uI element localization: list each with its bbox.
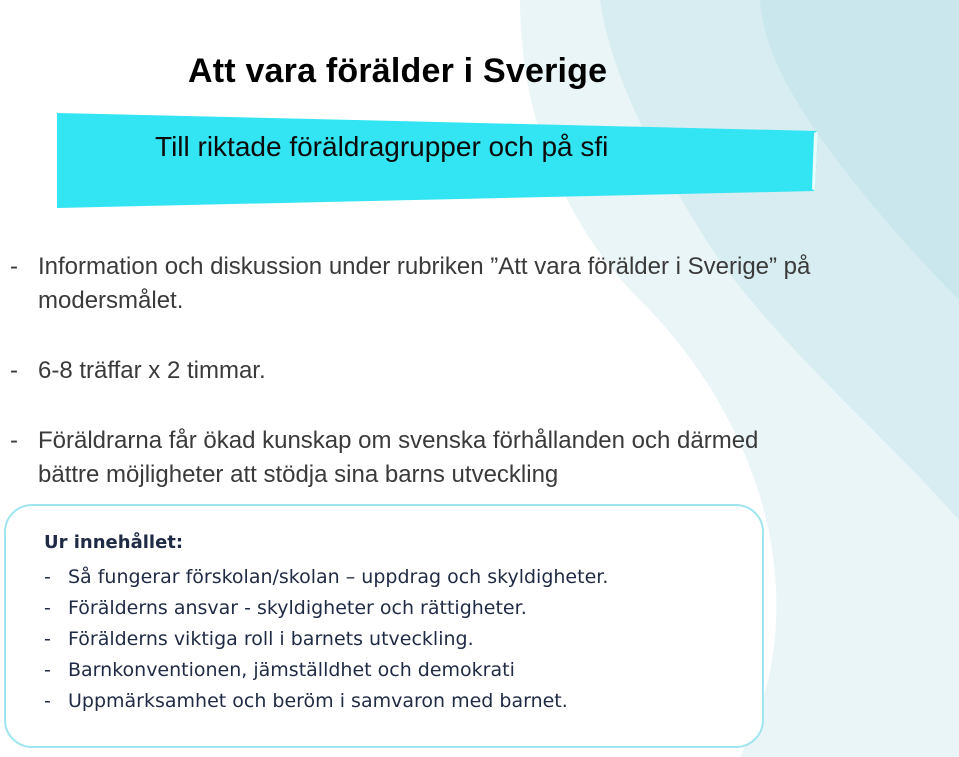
list-item-text: Barnkonventionen, jämställdhet och demokrati [68, 659, 515, 681]
list-marker: - [44, 566, 51, 588]
bullet-text: 6-8 träffar x 2 timmar. [38, 357, 266, 384]
list-marker: - [44, 597, 51, 619]
list-item-text: Så fungerar förskolan/skolan – uppdrag och skyldigheter. [68, 566, 609, 588]
list-item-text: Förälderns ansvar - skyldigheter och rättigheter. [68, 597, 527, 619]
list-item [44, 562, 608, 593]
slide-title: Att vara förälder i Sverige [188, 52, 608, 90]
bullet-marker: - [10, 357, 18, 384]
list-item [44, 686, 608, 717]
bullet-item [6, 424, 826, 492]
list-marker: - [44, 628, 51, 650]
slide-subtitle: Till riktade föräldragrupper och på sfi [155, 131, 609, 162]
list-item-text: Förälderns viktiga roll i barnets utveckling. [68, 628, 474, 650]
list-marker: - [44, 659, 51, 681]
list-item [44, 655, 608, 686]
content-list [44, 562, 608, 717]
bullet-item [6, 354, 826, 388]
list-item [44, 593, 608, 624]
bullet-marker: - [10, 427, 18, 454]
bullet-item [6, 250, 826, 318]
bullet-text: Föräldrarna får ökad kunskap om svenska förhållanden och därmed bättre möjligheter att stödja sina barns utveckling [38, 427, 759, 488]
list-item [44, 624, 608, 655]
content-box-heading: Ur innehållet: [44, 532, 184, 553]
bullet-list [6, 250, 826, 528]
list-item-text: Uppmärksamhet och beröm i samvaron med barnet. [68, 690, 568, 712]
bullet-marker: - [10, 253, 18, 280]
bullet-text: Information och diskussion under rubriken ”Att vara förälder i Sverige” på modersmålet. [38, 253, 811, 314]
list-marker: - [44, 690, 51, 712]
